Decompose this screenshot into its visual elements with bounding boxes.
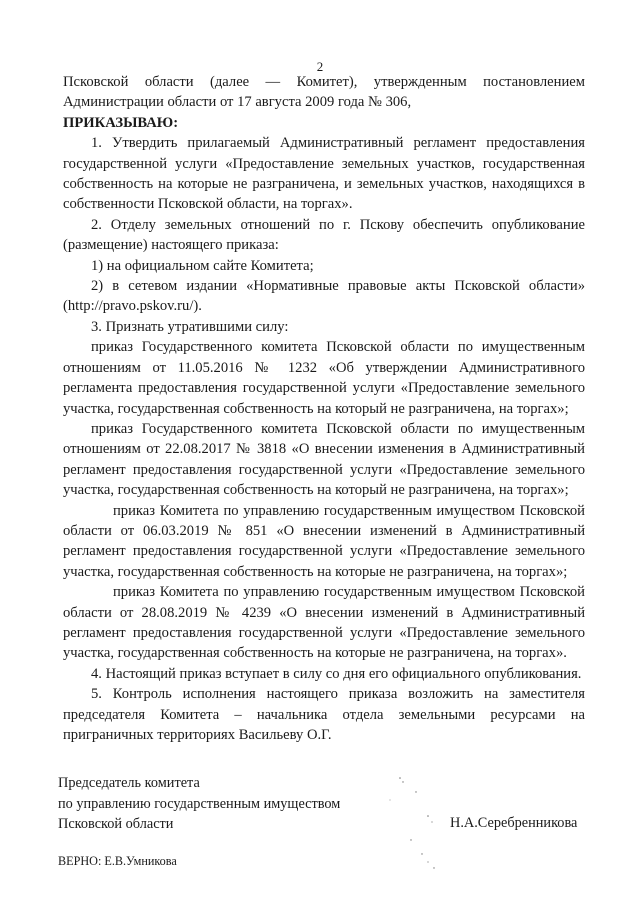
- certified-copy-note: ВЕРНО: Е.В.Умникова: [58, 854, 177, 868]
- paragraph-2: 2. Отделу земельных отношений по г. Пскову обеспечить опубликование (размещение) настоящего приказа:: [63, 216, 585, 254]
- signature-title: [58, 773, 340, 835]
- paragraph-2-item-1: 1) на официальном сайте Комитета;: [91, 257, 314, 274]
- signature-title-line-1: Председатель комитета: [58, 775, 200, 791]
- intro-paragraph: Псковской области (далее — Комитет), утвержденным постановлением Администрации области от 17 августа 2009 года № 306,: [63, 74, 585, 111]
- paragraph-5: 5. Контроль исполнения настоящего приказа возложить на заместителя председателя Комитета – начальника отдела земельными ресурсами на приграничных территориях Васильеву О.Г.: [63, 686, 585, 743]
- paragraph-2-item-2: 2) в сетевом издании «Нормативные правовые акты Псковской области» (http://pravo.pskov.ru/).: [63, 278, 585, 315]
- signature-title-line-3: Псковской области: [58, 816, 174, 832]
- handwritten-signature-mark: [370, 770, 460, 880]
- paragraph-3-item-c: приказ Комитета по управлению государственным имуществом Псковской области от 06.03.2019 № 851 «О внесении изменений в Административный регламент предоставления государственной услуги «Предоставление земельного участка, государственная собственность на которые не разграничена, на торгах»;: [63, 502, 585, 580]
- paragraph-3-item-a: приказ Государственного комитета Псковской области по имущественным отношениям от 11.05.2016 № 1232 «Об утверждении Административного регламента предоставления государственной услуги «Предоставление земельного участка, государственная собственность на который не разграничена, на торгах»;: [63, 339, 585, 417]
- signatory-name: Н.А.Серебренникова: [450, 815, 578, 831]
- page-number: 2: [316, 59, 324, 74]
- paragraph-1: 1. Утвердить прилагаемый Административный регламент предоставления государственной услуги «Предоставление земельных участков, государственная собственность на которые не разграничена, и земельных участков, находящихся в собственности Псковской области, на торгах».: [63, 135, 585, 213]
- paragraph-3: 3. Признать утратившими силу:: [91, 318, 289, 335]
- order-word: ПРИКАЗЫВАЮ:: [63, 114, 179, 131]
- paragraph-4: 4. Настоящий приказ вступает в силу со дня его официального опубликования.: [91, 665, 582, 682]
- signature-title-line-2: по управлению государственным имуществом: [58, 795, 341, 812]
- paragraph-3-item-d: приказ Комитета по управлению государственным имуществом Псковской области от 28.08.2019 № 4239 «О внесении изменений в Административный регламент предоставления государственной услуги «Предоставление земельного участка, государственная собственность на которые не разграничена, на торгах».: [63, 584, 585, 662]
- paragraph-3-item-b: приказ Государственного комитета Псковской области по имущественным отношениям от 22.08.2017 № 3818 «О внесении изменения в Административный регламент предоставления государственной услуги «Предоставление земельного участка, государственная собственность на который не разграничена, на торгах»;: [63, 420, 585, 499]
- document-body: [63, 72, 585, 745]
